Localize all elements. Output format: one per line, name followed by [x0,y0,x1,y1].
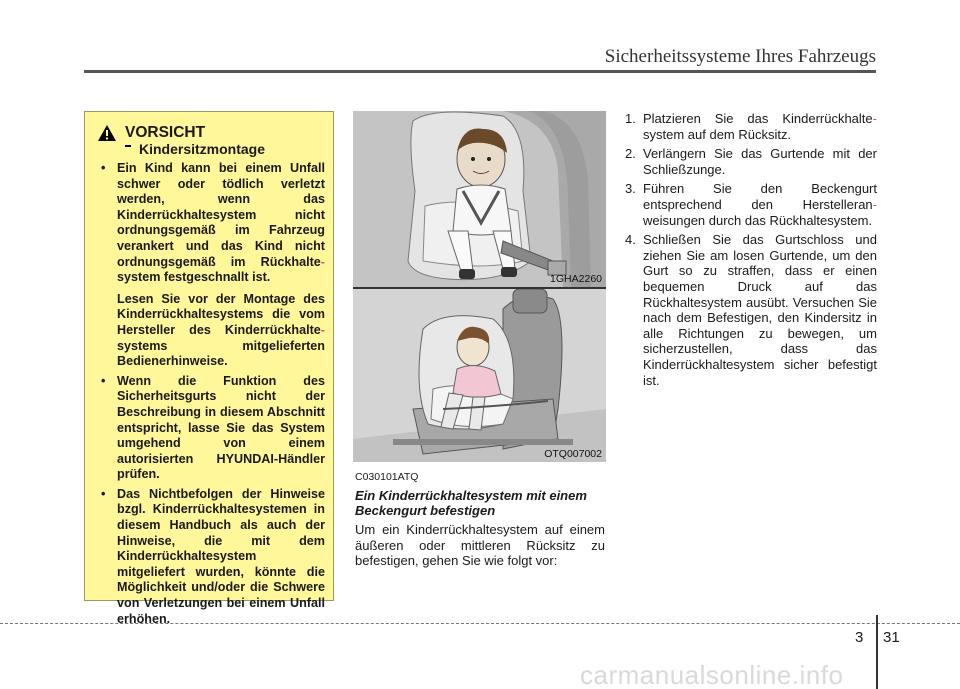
step-text: Verlängern Sie das Gurtende mit der Schließzunge. [643,146,877,177]
illustration-code: OTQ007002 [544,448,602,460]
child-seat-rear-belt-illustration [353,111,606,287]
illustration-code: 1GHA2260 [550,273,602,285]
caution-header [97,124,325,142]
step-item [625,111,877,142]
child-seat-on-vehicle-seat-illustration [353,289,606,462]
child-seat-rear-belt-icon [353,111,606,287]
child-seat-vehicle-seat-icon [353,289,606,462]
step-number: 2. [625,146,636,162]
caution-item [97,374,325,483]
step-text: Führen Sie den Beckengurt entsprechend den Herstelleran- weisungen durch das Rückhaltesystem. [643,181,877,228]
caution-item [97,161,325,370]
line-hyphen: - [872,111,877,126]
step-text: Schließen Sie das Gurtschloss und ziehen Sie am losen Gurtende, um den Gurt so zu straffen, dass er einen bequemen Druck auf das Rückhaltesystem ausübt. Versuchen Sie nach dem Befestigen, den Kindersitz in alle Richtungen zu bewegen, um sicherzustellen, dass das Kinderrückhaltesystem sicher befestigt ist. [643,232,877,388]
page-section-number: 3 [855,629,864,646]
caution-item [97,487,325,627]
watermark: carmanualsonline.info [580,660,844,689]
step-text: Platzieren Sie das Kinderrückhalte- system auf dem Rücksitz. [643,111,877,142]
footer-divider [876,615,878,689]
step-number: 4. [625,232,636,248]
page-number: 31 [883,629,900,646]
section-subheading: Ein Kinderrückhaltesystem mit einem Beckengurt befestigen [355,488,587,518]
warning-triangle-icon [97,124,117,142]
step-item [625,181,877,228]
caution-list [97,161,325,627]
step-item [625,232,877,388]
dash-icon [125,145,131,147]
steps-list [625,111,877,392]
caution-item-text: Wenn die Funktion des Sicherheitsgurts nicht der Beschreibung in diesem Abschnitt entspricht, lasse Sie das System umgehend von einem autorisierten HYUNDAI-Händler prüfen. [117,373,325,482]
step-number: 1. [625,111,636,126]
step-number: 3. [625,181,636,197]
line-hyphen: - [872,196,877,212]
caution-box [84,111,334,626]
caution-item-paragraph: Lesen Sie vor der Montage des Kinderrückhaltesystems die vom Hersteller des Kinderrückhalte- systems mitgelieferten Bedienerhinweise. [117,291,325,369]
caution-item-text: Das Nichtbefolgen der Hinweise bzgl. Kinderrückhaltesystemen in diesem Handbuch als auch der Hinweise, die mit dem Kinderrückhaltesystem mitgeliefert wurden, könnte die Möglichkeit und/oder die Schwere von Verletzungen bei einem Unfall erhöhen. [117,486,325,626]
section-intro [355,471,605,569]
header-rule [84,70,876,73]
section-intro-text: Um ein Kinderrückhaltesystem auf einem äußeren oder mittleren Rücksitz zu befestigen, gehen Sie wie folgt vor: [355,522,605,569]
page-header-title: Sicherheitssysteme Ihres Fahrzeugs [604,46,876,67]
line-hyphen: - [320,322,325,337]
line-hyphen: - [320,254,325,269]
caution-subtitle: Kindersitzmontage [139,141,266,157]
caution-title: VORSICHT [125,124,206,141]
caution-item-text: Ein Kind kann bei einem Unfall schwer oder tödlich verletzt werden, wenn das Kinderrückhaltesystem nicht ordnungsgemäß im Fahrzeug verankert und das Kind nicht ordnungsgemäß im Rückhalte- system festgeschnallt ist. [117,161,325,285]
caution-subtitle-row [97,141,325,157]
section-ref-code: C030101ATQ [355,471,419,483]
footer-rule [0,623,960,624]
step-item [625,146,877,177]
